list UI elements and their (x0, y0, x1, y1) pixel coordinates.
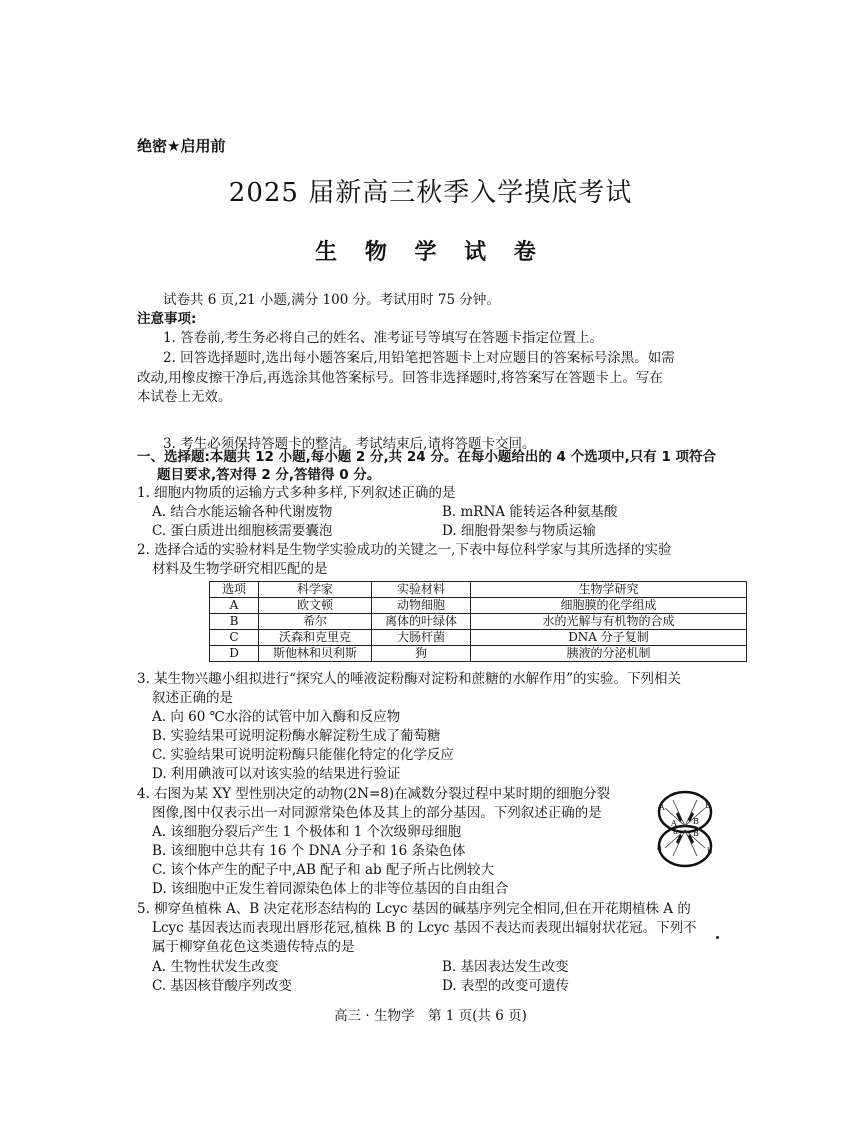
q4-option-b: B. 该细胞中总共有 16 个 DNA 分子和 16 条染色体 (152, 843, 466, 859)
q2-stem-b: 材料及生物学研究相匹配的是 (152, 561, 328, 577)
notice-heading: 注意事项: (137, 311, 197, 327)
notice-item-2b: 改动,用橡皮擦干净后,再选涂其他答案标号。回答非选择题时,将答案写在答题卡上。写在 (137, 370, 663, 386)
q3-option-a: A. 向 60 ℃水浴的试管中加入酶和反应物 (152, 709, 401, 725)
table-row (210, 646, 747, 662)
q3-option-b: B. 实验结果可说明淀粉酶水解淀粉生成了葡萄糖 (152, 728, 441, 744)
table-header-row (210, 582, 747, 598)
exam-title: 2025 届新高三秋季入学摸底考试 (228, 178, 633, 208)
table-cell: 沃森和克里克 (259, 630, 372, 646)
q5-stem-c: 属于柳穿鱼花色这类遗传特点的是 (152, 939, 355, 955)
section-heading-a: 一、选择题:本题共 12 小题,每小题 2 分,共 24 分。在每小题给出的 4 个选项中,只有 1 项符合 (137, 449, 717, 465)
table-cell: 斯他林和贝利斯 (259, 646, 372, 662)
page-footer: 高三 · 生物学 第 1 页(共 6 页) (334, 1008, 527, 1024)
table-cell: 希尔 (259, 614, 372, 630)
table-row (210, 614, 747, 630)
table-cell: A (210, 598, 259, 614)
chromosomes (676, 812, 694, 844)
table-cell: DNA 分子复制 (471, 630, 747, 646)
q5-stem-a: 5. 柳穿鱼植株 A、B 决定花形态结构的 Lcyc 基因的碱基序列完全相同,但在开花期植株 A 的 (137, 901, 691, 917)
emphasis-dot (716, 936, 719, 939)
table-header: 生物学研究 (471, 582, 747, 598)
q4-stem-b: 图像,图中仅表示出一对同源常染色体及其上的部分基因。下列叙述正确的是 (152, 805, 602, 821)
q1-option-a: A. 结合水能运输各种代谢废物 (152, 504, 333, 520)
table-cell: 胰液的分泌机制 (471, 646, 747, 662)
table-cell: 狗 (372, 646, 471, 662)
q1-option-c: C. 蛋白质进出细胞核需要囊泡 (152, 523, 333, 539)
notice-item-1: 1. 答卷前,考生务必将自己的姓名、准考证号等填写在答题卡指定位置上。 (163, 330, 603, 346)
q5-stem-b: Lcyc 基因表达而表现出唇形花冠,植株 B 的 Lcyc 基因不表达而表现出辐射状花冠。下列不 (152, 920, 697, 936)
notice-item-2a: 2. 回答选择题时,选出每小题答案后,用铅笔把答题卡上对应题目的答案标号涂黑。如需 (163, 350, 675, 366)
table-row (210, 598, 747, 614)
gene-label: A (671, 819, 677, 828)
table-header: 实验材料 (372, 582, 471, 598)
section-heading-b: 题目要求,答对得 2 分,答错得 0 分。 (157, 467, 381, 483)
exam-intro: 试卷共 6 页,21 小题,满分 100 分。考试用时 75 分钟。 (163, 292, 500, 308)
table-header: 科学家 (259, 582, 372, 598)
notice-item-3: 3. 考生必须保持答题卡的整洁。考试结束后,请将答题卡交回。 (163, 436, 536, 452)
q2-stem-a: 2. 选择合适的实验材料是生物学实验成功的关键之一,下表中每位科学家与其所选择的实验 (137, 542, 672, 558)
gene-label: a (657, 843, 662, 852)
table-header: 选项 (210, 582, 259, 598)
table-cell: D (210, 646, 259, 662)
table-cell: 大肠杆菌 (372, 630, 471, 646)
confidential-label: 绝密★启用前 (137, 137, 226, 155)
notice-item-2c: 本试卷上无效。 (137, 389, 232, 405)
q4-option-d: D. 该细胞中正发生着同源染色体上的非等位基因的自由组合 (152, 881, 509, 897)
q3-option-c: C. 实验结果可说明淀粉酶只能催化特定的化学反应 (152, 747, 454, 763)
table-cell: 水的光解与有机物的合成 (471, 614, 747, 630)
q5-option-a: A. 生物性状发生改变 (152, 959, 279, 975)
gene-label: b (707, 847, 713, 856)
table-row (210, 630, 747, 646)
q1-option-b: B. mRNA 能转运各种氨基酸 (442, 504, 618, 520)
table-cell: 欧文顿 (259, 598, 372, 614)
exam-subtitle: 生 物 学 试 卷 (315, 240, 546, 265)
q4-option-a: A. 该细胞分裂后产生 1 个极体和 1 个次级卵母细胞 (152, 824, 462, 840)
q3-stem-a: 3. 某生物兴趣小组拟进行“探究人的唾液淀粉酶对淀粉和蔗糖的水解作用”的实验。下列相关 (137, 671, 681, 687)
q4-stem-a: 4. 右图为某 XY 型性别决定的动物(2N=8)在减数分裂过程中某时期的细胞分裂 (137, 786, 611, 802)
q1-option-d: D. 细胞骨架参与物质运输 (442, 523, 596, 539)
meiosis-cell-figure (645, 788, 725, 868)
gene-label: B (693, 817, 699, 826)
q1-stem: 1. 细胞内物质的运输方式多种多样,下列叙述正确的是 (137, 485, 456, 501)
table-cell: 离体的叶绿体 (372, 614, 471, 630)
q5-option-b: B. 基因表达发生改变 (442, 959, 569, 975)
q3-option-d: D. 利用碘液可以对该实验的结果进行验证 (152, 766, 401, 782)
gene-label: A (659, 803, 665, 812)
q5-option-c: C. 基因核苷酸序列改变 (152, 978, 292, 994)
table-cell: 动物细胞 (372, 598, 471, 614)
cell-outline (659, 792, 711, 866)
q4-option-c: C. 该个体产生的配子中,AB 配子和 ab 配子所占比例较大 (152, 862, 494, 878)
q3-stem-b: 叙述正确的是 (152, 690, 233, 706)
gene-label: a (673, 827, 678, 836)
gene-label: B (705, 801, 711, 810)
table-cell: B (210, 614, 259, 630)
gene-label: B (693, 829, 699, 838)
q2-table (209, 581, 747, 662)
table-cell: 细胞膜的化学组成 (471, 598, 747, 614)
q5-option-d: D. 表型的改变可遗传 (442, 978, 569, 994)
table-cell: C (210, 630, 259, 646)
